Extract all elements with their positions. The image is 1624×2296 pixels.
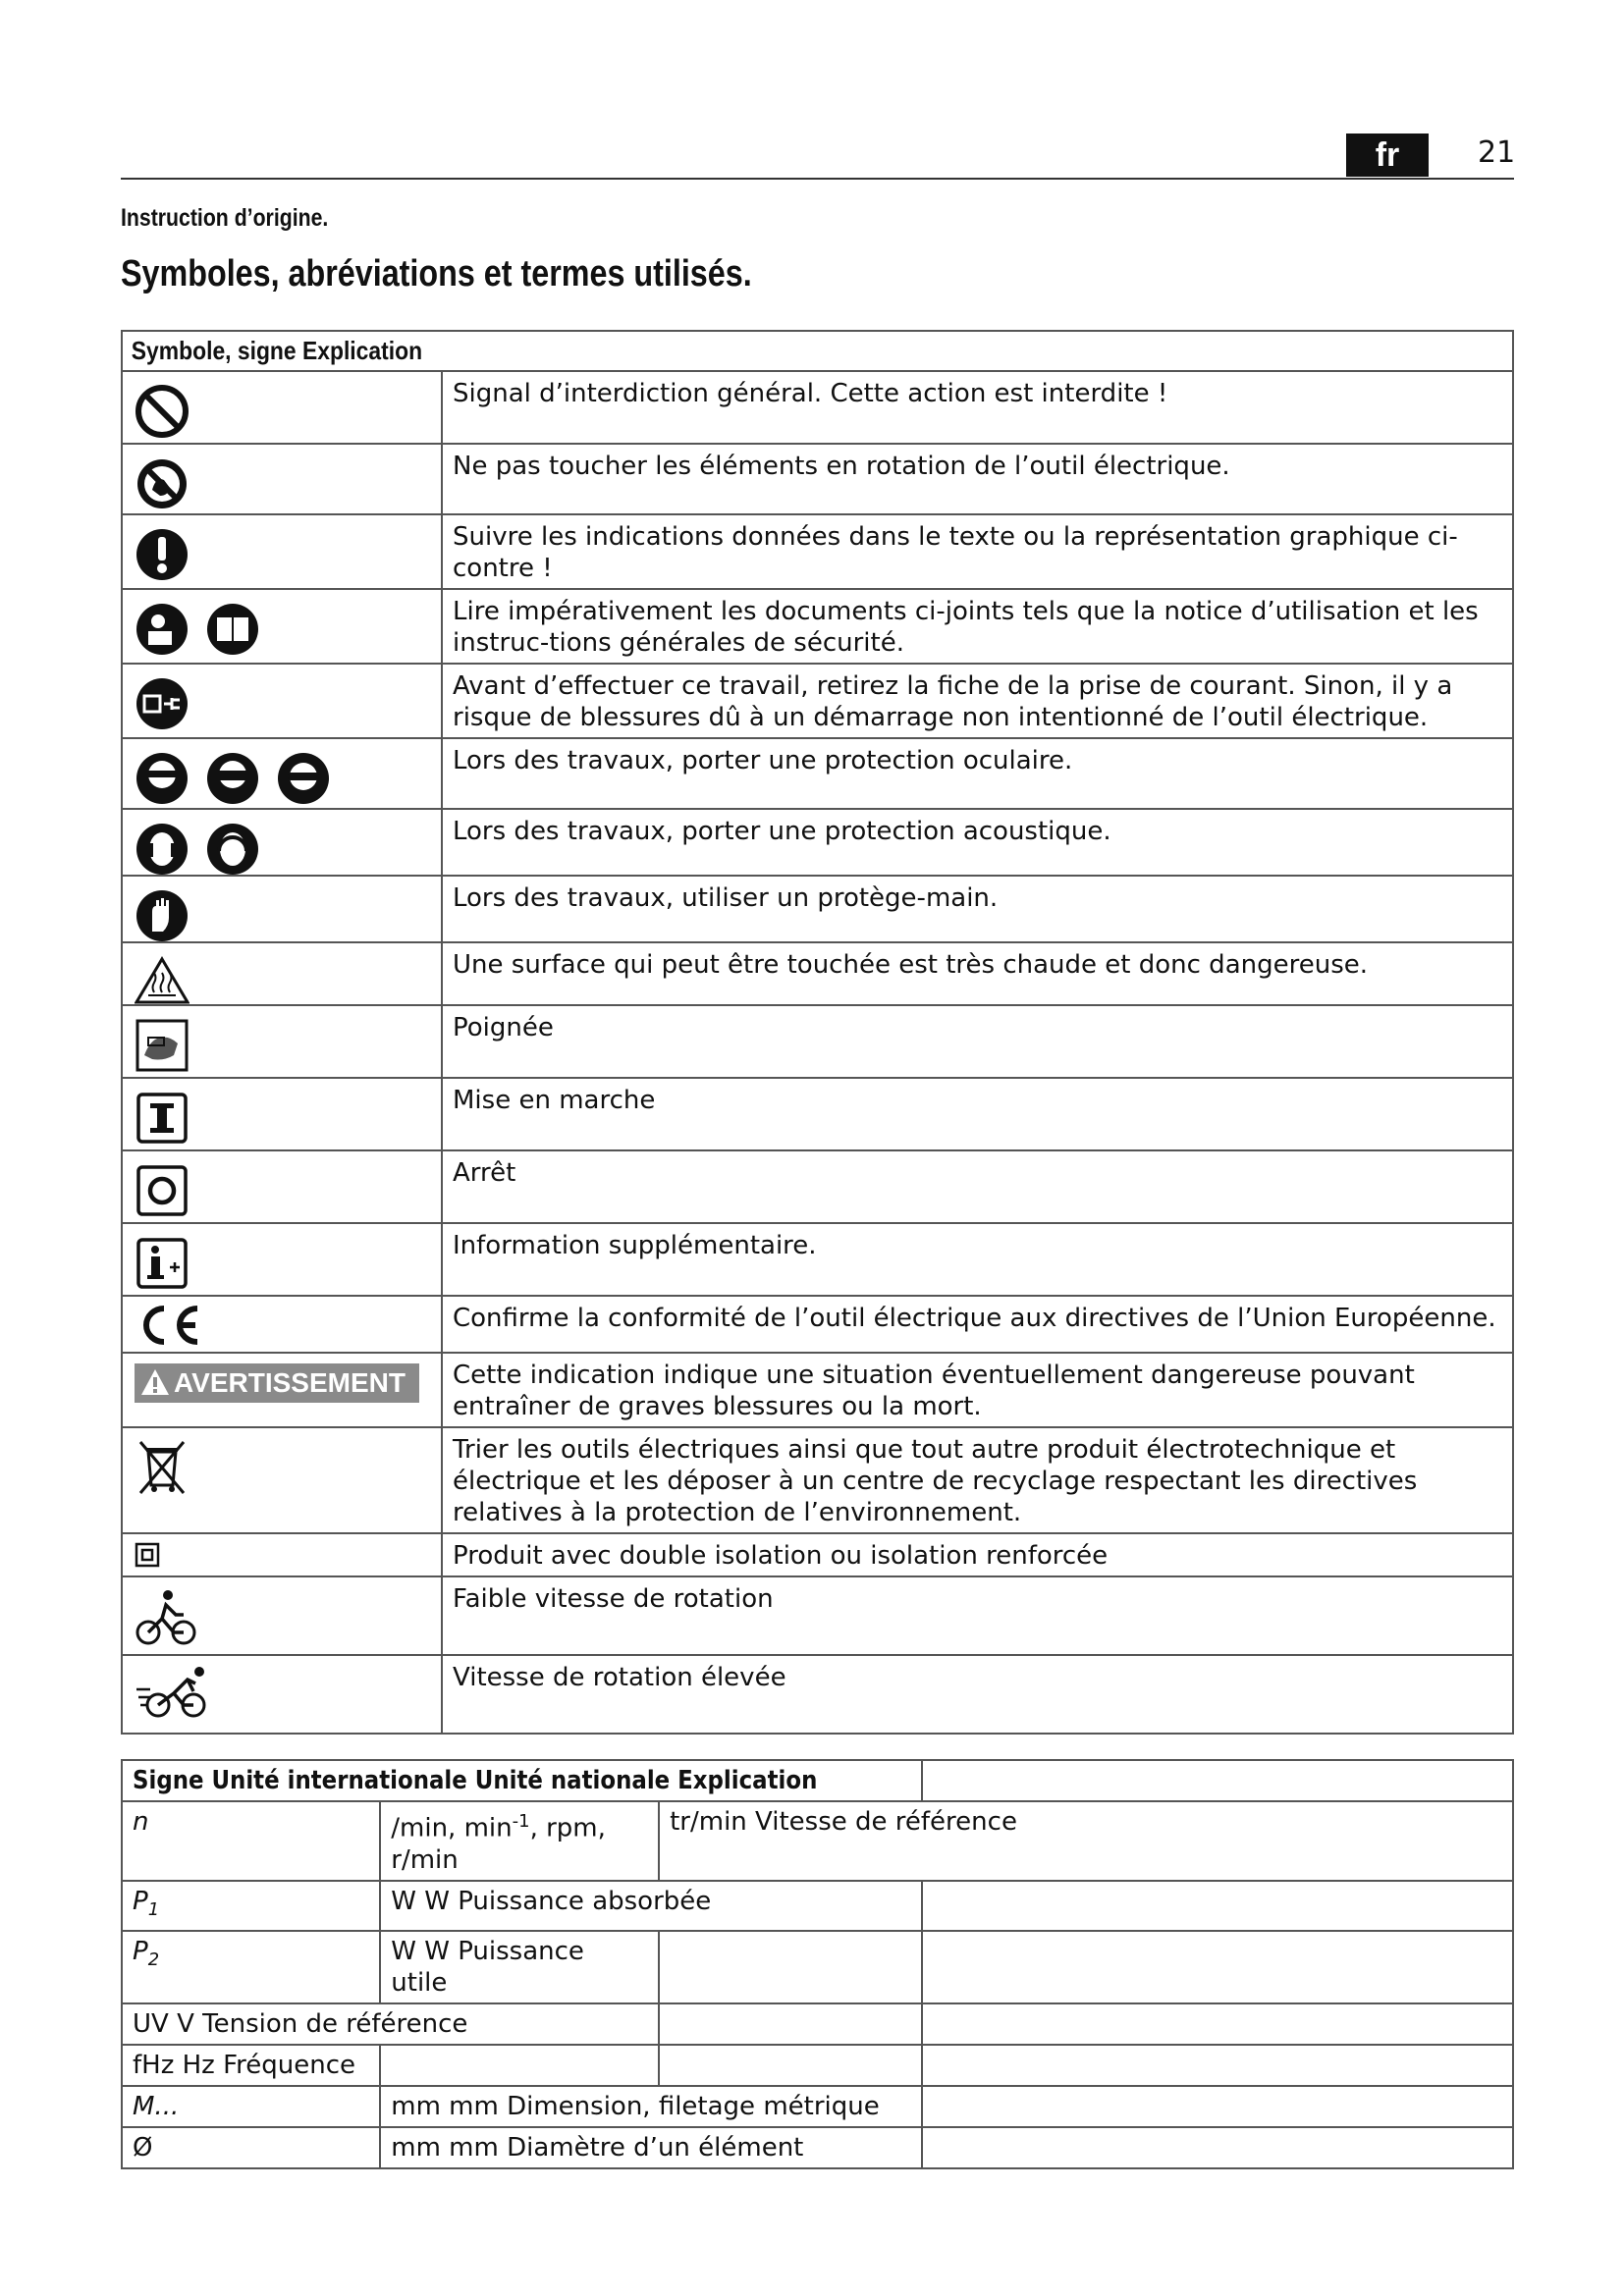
switch-on-icon	[135, 1091, 189, 1150]
symbol-explanation: Confirme la conformité de l’outil électrique aux directives de l’Union Européenne.	[442, 1296, 1513, 1353]
symbol-explanation: Lors des travaux, utiliser un protège-main.	[442, 876, 1513, 942]
no-touch-rotating-icon	[135, 456, 189, 516]
symbol-row	[122, 942, 1513, 1005]
symbol-explanation: Lors des travaux, porter une protection oculaire.	[442, 738, 1513, 809]
symbol-explanation: Suivre les indications données dans le texte ou la représentation graphique ci-contre !	[442, 514, 1513, 589]
symbols-table	[121, 330, 1514, 1735]
handle-icon	[135, 1018, 189, 1078]
symbol-explanation: Une surface qui peut être touchée est très chaude et donc dangereuse.	[442, 942, 1513, 1005]
sign-p2: $P_2$	[133, 1936, 160, 1971]
ce-mark-icon	[135, 1303, 203, 1353]
warning-badge-label: AVERTISSEMENT	[174, 1367, 406, 1398]
symbol-row	[122, 809, 1513, 876]
high-speed-icon	[135, 1666, 213, 1726]
language-tab: fr	[1346, 133, 1429, 177]
symbol-row	[122, 1655, 1513, 1734]
hand-protection-icon	[135, 888, 189, 948]
slow-speed-icon	[135, 1587, 199, 1651]
symbol-row	[122, 371, 1513, 444]
units-sign-u: UV V Tension de référence	[133, 2008, 468, 2039]
units-rest: tr/min Vitesse de référence	[670, 1807, 1017, 1837]
weee-bin-icon	[135, 1436, 189, 1504]
symbol-explanation: Vitesse de rotation élevée	[442, 1655, 1513, 1734]
symbol-row	[122, 738, 1513, 809]
symbol-explanation: Avant d’effectuer ce travail, retirez la fiche de la prise de courant. Sinon, il y a risque de blessures dû à un démarrage non intentionné de l’outil électrique.	[442, 664, 1513, 738]
exclamation-icon	[135, 527, 189, 587]
warning-triangle-icon	[140, 1368, 170, 1396]
symbol-row	[122, 1576, 1513, 1655]
original-instruction-label: Instruction d’origine.	[121, 204, 329, 232]
symbol-row	[122, 1353, 1513, 1427]
symbol-row	[122, 1005, 1513, 1078]
symbols-table-header: Symbole, signe Explication	[122, 331, 1513, 371]
units-intl: mm mm Dimension, filetage métrique	[391, 2091, 880, 2121]
units-row	[122, 2003, 1513, 2045]
symbol-explanation: Ne pas toucher les éléments en rotation de l’outil électrique.	[442, 444, 1513, 514]
hot-surface-icon	[135, 955, 189, 1011]
symbol-explanation: Produit avec double isolation ou isolation renforcée	[442, 1533, 1513, 1576]
units-row	[122, 1881, 1513, 1931]
units-intl-cell: /min, $\min^{-1}$, rpm, r/min	[380, 1801, 659, 1881]
switch-off-icon	[135, 1163, 189, 1223]
symbol-explanation: Faible vitesse de rotation	[442, 1576, 1513, 1655]
symbol-row	[122, 1150, 1513, 1223]
units-row	[122, 2086, 1513, 2127]
warning-badge	[135, 1363, 419, 1403]
ear-protection-icon	[135, 822, 262, 881]
sign-p1: $P_1$	[133, 1886, 160, 1920]
double-insulation-icon	[135, 1542, 160, 1573]
units-intl: W W Puissance absorbée	[391, 1886, 712, 1916]
symbol-row	[122, 664, 1513, 738]
symbol-explanation: Lors des travaux, porter une protection acoustique.	[442, 809, 1513, 876]
units-row	[122, 1801, 1513, 1881]
symbol-row	[122, 1078, 1513, 1150]
unplug-icon	[135, 676, 189, 736]
symbol-row	[122, 514, 1513, 589]
units-row	[122, 2045, 1513, 2086]
symbol-row	[122, 1223, 1513, 1296]
symbol-row	[122, 444, 1513, 514]
units-sign-f: fHz Hz Fréquence	[133, 2050, 356, 2080]
units-row	[122, 2127, 1513, 2168]
info-icon	[135, 1236, 189, 1296]
sign-m: M...	[133, 2091, 180, 2121]
units-intl: mm mm Diamètre d’un élément	[391, 2132, 804, 2163]
symbol-explanation: Signal d’interdiction général. Cette action est interdite !	[442, 371, 1513, 444]
header-rule	[121, 178, 1514, 180]
units-table	[121, 1759, 1514, 2169]
units-table-header-row	[122, 1760, 1513, 1801]
symbol-row	[122, 1427, 1513, 1533]
units-row	[122, 1931, 1513, 2003]
symbol-row	[122, 876, 1513, 942]
symbol-explanation: Trier les outils électriques ainsi que tout autre produit électrotechnique et électrique et les déposer à un centre de recyclage respectant les directives relatives à la protection de l’environnement.	[442, 1427, 1513, 1533]
sign-n: n	[133, 1807, 149, 1837]
symbol-explanation: Mise en marche	[442, 1078, 1513, 1150]
symbol-explanation: Cette indication indique une situation éventuellement dangereuse pouvant entraîner de graves blessures ou la mort.	[442, 1353, 1513, 1427]
section-title: Symboles, abréviations et termes utilisés.	[121, 253, 752, 294]
symbol-explanation: Lire impérativement les documents ci-joints tels que la notice d’utilisation et les instruc-tions générales de sécurité.	[442, 589, 1513, 664]
read-manual-icon	[135, 602, 262, 662]
units-intl: W W Puissance utile	[391, 1936, 584, 1998]
symbol-row	[122, 1533, 1513, 1576]
symbol-explanation: Poignée	[442, 1005, 1513, 1078]
eye-protection-icon	[135, 751, 331, 811]
prohibition-icon	[135, 384, 189, 444]
symbol-row	[122, 1296, 1513, 1353]
sign-diameter: Ø	[133, 2132, 153, 2163]
symbol-explanation: Information supplémentaire.	[442, 1223, 1513, 1296]
page-number: 21	[1478, 135, 1516, 170]
units-table-header: Signe Unité internationale Unité nationale Explication	[133, 1766, 818, 1795]
symbol-row	[122, 589, 1513, 664]
symbol-explanation: Arrêt	[442, 1150, 1513, 1223]
